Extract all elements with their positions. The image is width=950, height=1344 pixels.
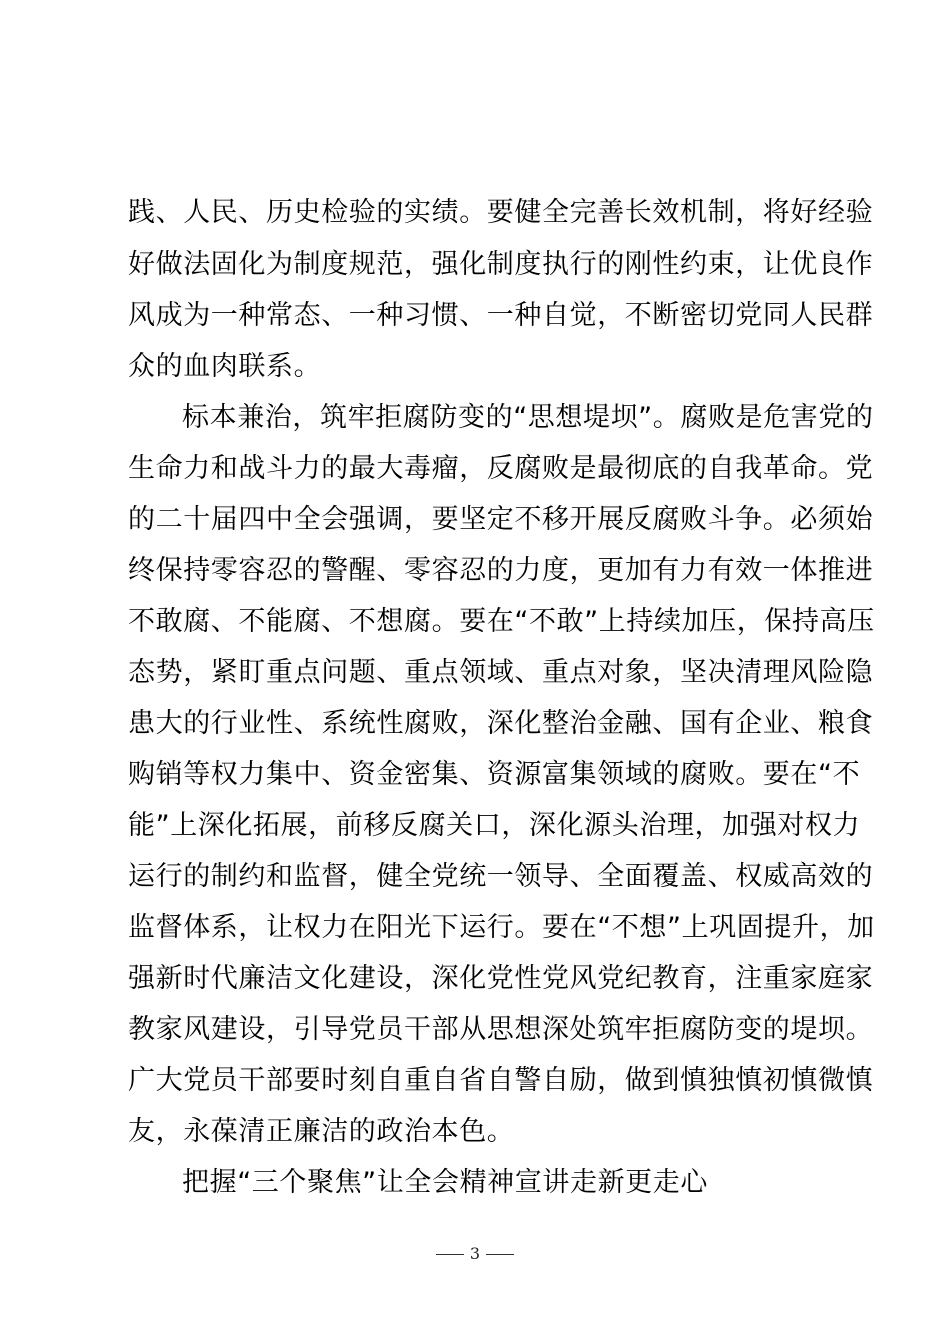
paragraph-2-line-4: 终保持零容忍的警醒、零容忍的力度，更加有力有效一体推进 <box>128 555 874 586</box>
paragraph-2-line-9: 能”上深化拓展，前移反腐关口，深化源头治理，加强对权力 <box>128 810 861 841</box>
section-heading-line: 把握“三个聚焦”让全会精神宣讲走新更走心 <box>182 1167 708 1198</box>
paragraph-2-line-3: 的二十届四中全会强调，要坚定不移开展反腐败斗争。必须始 <box>128 504 874 535</box>
paragraph-2-line-15: 友，永葆清正廉洁的政治本色。 <box>128 1116 515 1147</box>
paragraph-2-line-13: 教家风建设，引导党员干部从思想深处筑牢拒腐防变的堤坝。 <box>128 1014 874 1045</box>
paragraph-2-line-11: 监督体系，让权力在阳光下运行。要在“不想”上巩固提升，加 <box>128 912 875 943</box>
paragraph-2-line-6: 态势，紧盯重点问题、重点领域、重点对象，坚决清理风险隐 <box>128 657 874 688</box>
paragraph-2-line-12: 强新时代廉洁文化建设，深化党性党风党纪教育，注重家庭家 <box>128 963 874 994</box>
paragraph-2-line-2: 生命力和战斗力的最大毒瘤，反腐败是最彻底的自我革命。党 <box>128 453 874 484</box>
paragraph-2-line-1: 标本兼治，筑牢拒腐防变的“思想堤坝”。腐败是危害党的 <box>182 402 874 433</box>
paragraph-2-line-5: 不敢腐、不能腐、不想腐。要在“不敢”上持续加压，保持高压 <box>128 606 875 637</box>
paragraph-1-line-1: 践、人民、历史检验的实绩。要健全完善长效机制，将好经验 <box>128 197 874 228</box>
footer-dash-left <box>436 1254 464 1255</box>
paragraph-1-line-4: 众的血肉联系。 <box>128 351 322 382</box>
paragraph-2-line-8: 购销等权力集中、资金密集、资源富集领域的腐败。要在“不 <box>128 759 861 790</box>
paragraph-1-line-3: 风成为一种常态、一种习惯、一种自觉，不断密切党同人民群 <box>128 300 874 331</box>
page-number: 3 <box>469 1244 481 1263</box>
page-footer <box>0 1242 950 1266</box>
paragraph-2-line-7: 患大的行业性、系统性腐败，深化整治金融、国有企业、粮食 <box>128 708 874 739</box>
paragraph-2-line-10: 运行的制约和监督，健全党统一领导、全面覆盖、权威高效的 <box>128 861 874 892</box>
paragraph-2-line-14: 广大党员干部要时刻自重自省自警自励，做到慎独慎初慎微慎 <box>128 1065 874 1096</box>
footer-dash-right <box>486 1254 514 1255</box>
paragraph-1-line-2: 好做法固化为制度规范，强化制度执行的刚性约束，让优良作 <box>128 249 874 280</box>
